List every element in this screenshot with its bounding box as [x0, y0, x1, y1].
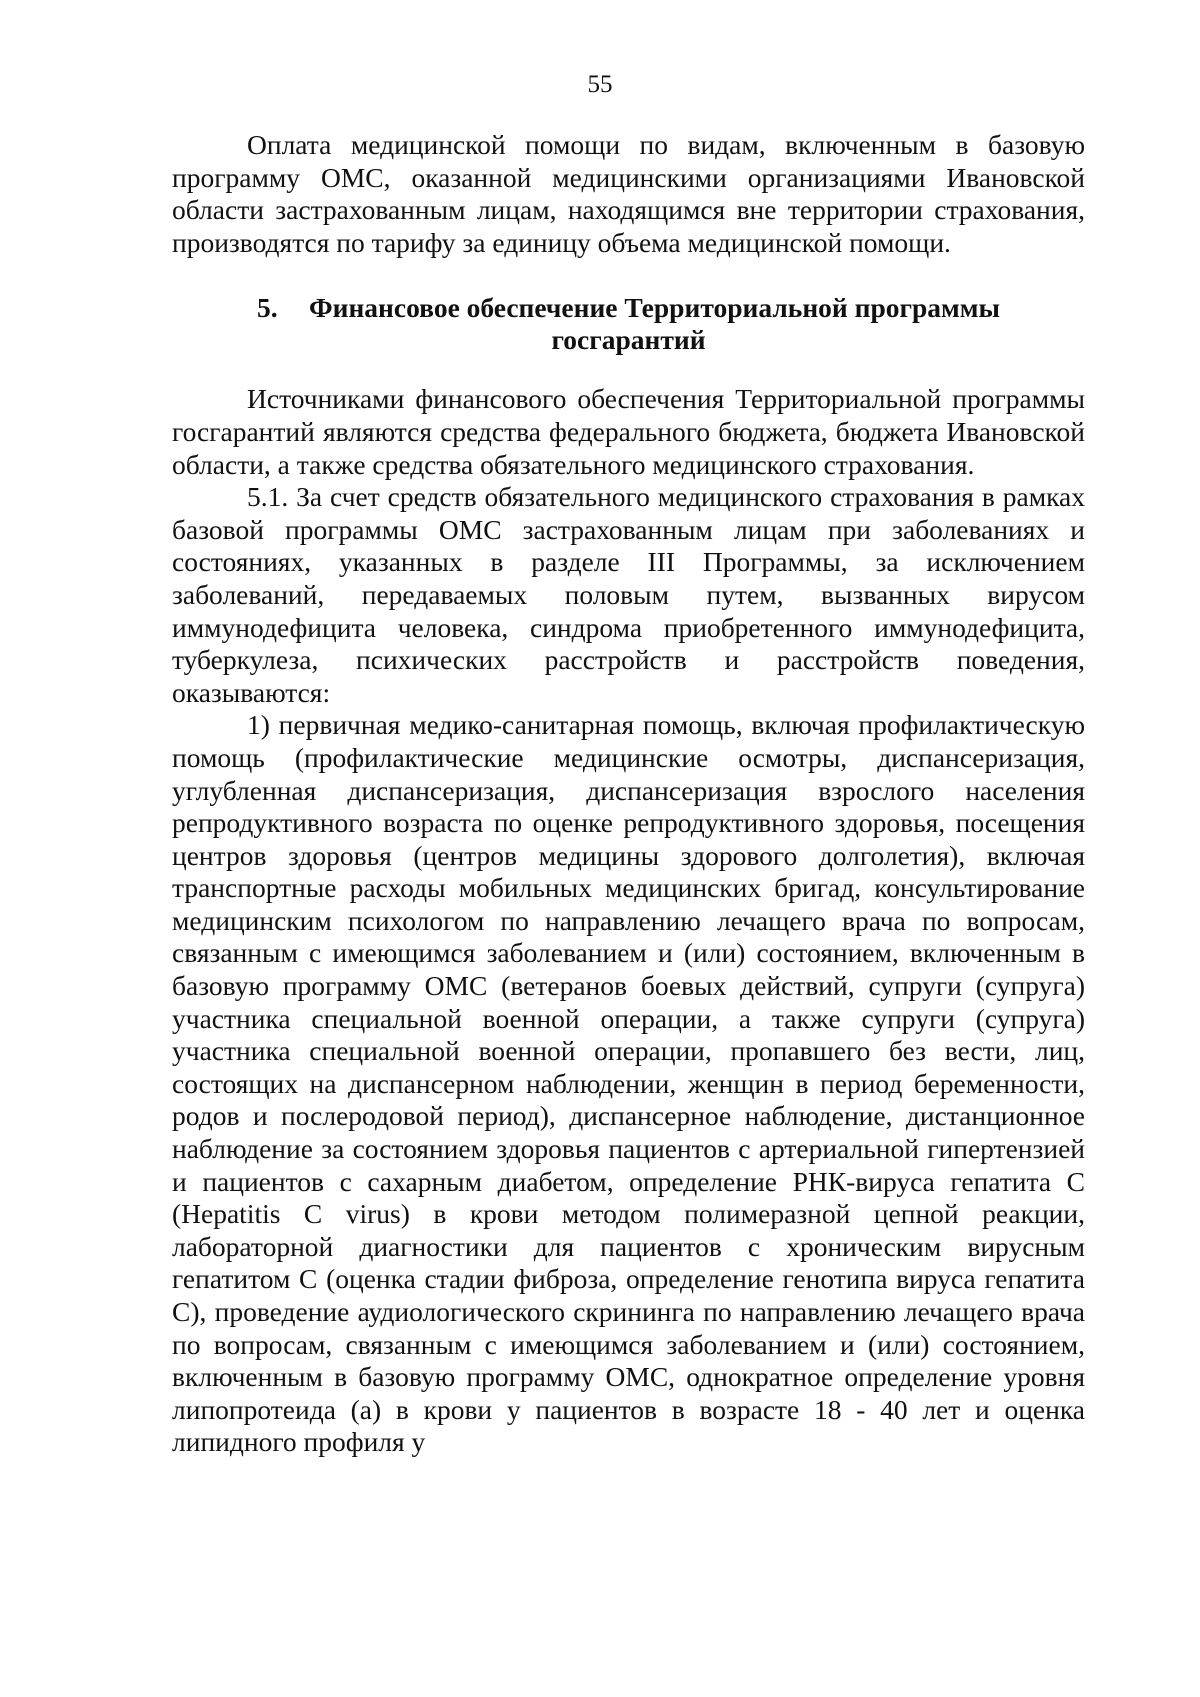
paragraph-funding-sources: Источниками финансового обеспечения Территориальной программы госгарантий являются средства федерального бюджета, бюджета Ивановской области, а также средства обязательного медицинского страхования.	[172, 383, 1085, 480]
section-heading	[172, 292, 1085, 356]
paragraph-item-1: 1) первичная медико-санитарная помощь, включая профилактическую помощь (профилактические медицинские осмотры, диспансеризация, углубленная диспансеризация, диспансеризация взрослого населения репродуктивного возраста по оценке репродуктивного здоровья, посещения центров здоровья (центров медицины здорового долголетия), включая транспортные расходы мобильных медицинских бригад, консультирование медицинским психологом по направлению лечащего врача по вопросам, связанным с имеющимся заболеванием и (или) состоянием, включенным в базовую программу ОМС (ветеранов боевых действий, супруги (супруга) участника специальной военной операции, а также супруги (супруга) участника специальной военной операции, пропавшего без вести, лиц, состоящих на диспансерном наблюдении, женщин в период беременности, родов и послеродовой период), диспансерное наблюдение, дистанционное наблюдение за состоянием здоровья пациентов с артериальной гипертензией и пациентов с сахарным диабетом, определение РНК-вируса гепатита С (Hepatitis C virus) в крови методом полимеразной цепной реакции, лабораторной диагностики для пациентов с хроническим вирусным гепатитом С (оценка стадии фиброза, определение генотипа вируса гепатита С), проведение аудиологического скрининга по направлению лечащего врача по вопросам, связанным с имеющимся заболеванием и (или) состоянием, включенным в базовую программу ОМС, однократное определение уровня липопротеида (а) в крови у пациентов в возрасте 18 - 40 лет и оценка липидного профиля у	[172, 709, 1085, 1458]
section-title-line1: Финансовое обеспечение Территориальной программы	[308, 292, 1000, 324]
page-number: 55	[587, 71, 613, 98]
section-title-line2: госгарантий	[551, 324, 706, 356]
heading-spacer	[172, 356, 1085, 383]
paragraph-5-1: 5.1. За счет средств обязательного медицинского страхования в рамках базовой программы ОМС застрахованным лицам при заболеваниях и состояниях, указанных в разделе III Программы, за исключением заболеваний, передаваемых половым путем, вызванных вирусом иммунодефицита человека, синдрома приобретенного иммунодефицита, туберкулеза, психических расстройств и расстройств поведения, оказываются:	[172, 481, 1085, 708]
document-body	[172, 129, 1085, 1459]
section-heading-line1	[172, 292, 1085, 324]
paragraph-payment: Оплата медицинской помощи по видам, включенным в базовую программу ОМС, оказанной медицинскими организациями Ивановской области застрахованным лицам, находящимся вне территории страхования, производятся по тарифу за единицу объема медицинской помощи.	[172, 129, 1085, 258]
section-number: 5.	[256, 292, 278, 324]
